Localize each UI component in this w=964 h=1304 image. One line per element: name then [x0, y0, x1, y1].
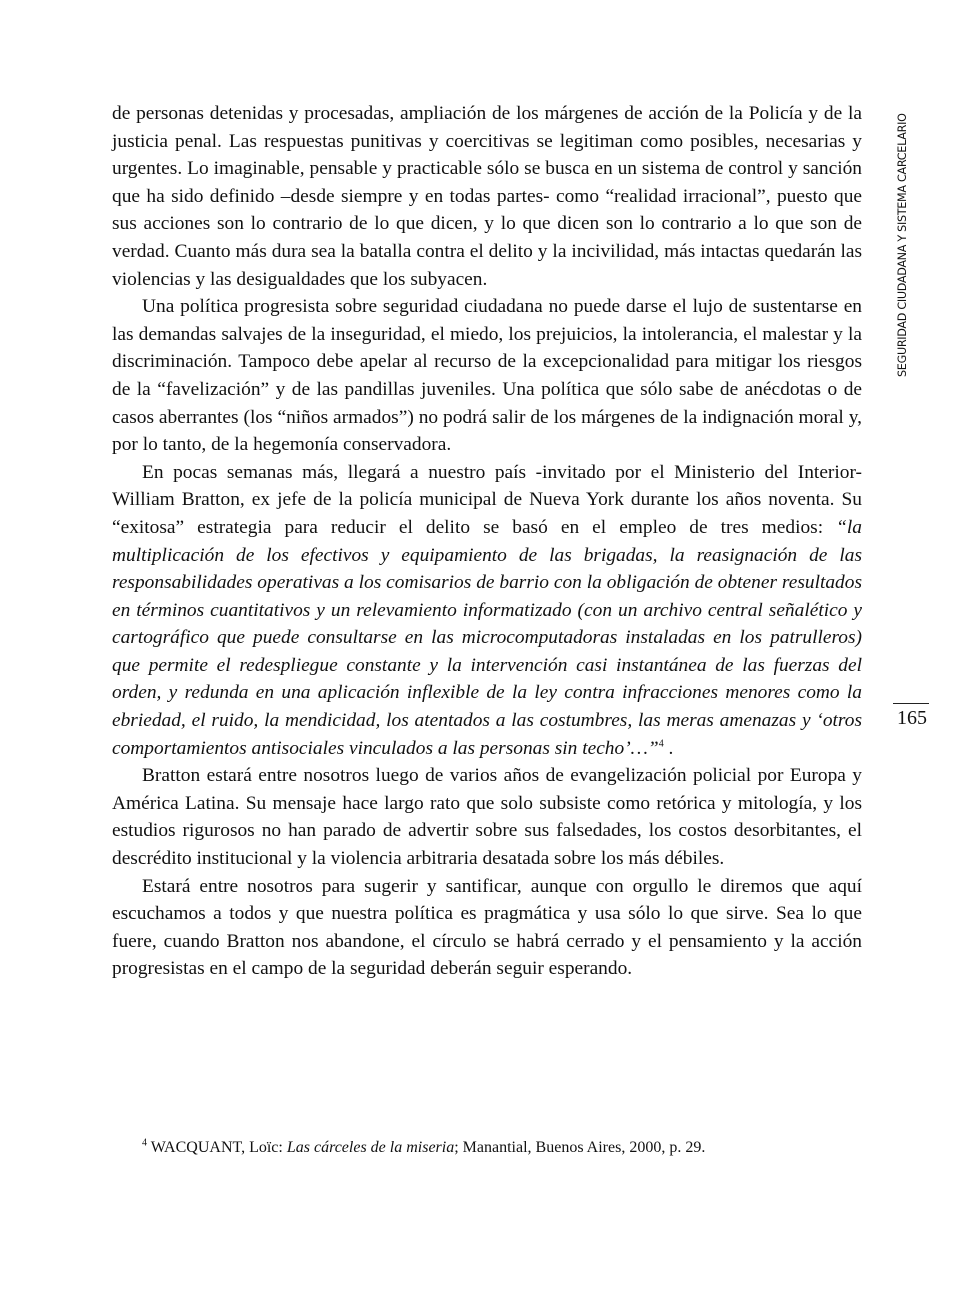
footnote	[142, 1137, 842, 1159]
paragraph-1: de personas detenidas y procesadas, ampliación de los márgenes de acción de la Policía y de la justicia penal. Las respuestas punitivas y coercitivas se legitiman como posibles, necesarias y urgentes. Lo imaginable, pensable y practicable sólo se busca en un sistema de control y sanción que ha sido definido –desde siempre y en todas partes- como “realidad irracional”, puesto que sus acciones son lo contrario de lo que dicen, y lo que dicen son lo contrario a lo que son de verdad. Cuanto más dura sea la batalla contra el delito y la incivilidad, más intactas quedarán las violencias y las desigualdades que los subyacen.	[112, 103, 862, 290]
paragraph-3	[112, 459, 862, 763]
footnote-title: Las cárceles de la miseria	[286, 1139, 455, 1156]
page-number: 165	[897, 707, 927, 729]
body-text	[112, 100, 862, 983]
paragraph-3-intro: En pocas semanas más, llegará a nuestro país -invitado por el Ministerio del Interior- William Bratton, ex jefe de la policía municipal de Nueva York durante los años noventa. Su “exitosa” estrategia para reducir el delito se basó en el empleo de tres medios:	[112, 461, 862, 538]
bratton-strategy-quote: “la multiplicación de los efectivos y equipamiento de las brigadas, la reasignación de las responsabilidades operativas a los comisarios de barrio con la obligación de obtener resultados en términos cuantitativos y un relevamiento informatizado (con un archivo central señalético y cartográfico que puede consultarse en las microcomputadoras instaladas en los patrulleros) que permite el redespliegue constante y la intervención casi instantánea de las fuerzas del orden, y redunda en una aplicación inflexible de la ley contra infracciones menores como la ebriedad, el ruido, la mendicidad, los atentados a las costumbres, las meras amenazas y ‘otros comportamientos antisociales vinculados a las personas sin techo’…”	[112, 516, 862, 759]
footnote-author: WACQUANT, Loïc:	[150, 1139, 283, 1156]
paragraph-2: Una política progresista sobre seguridad ciudadana no puede darse el lujo de sustentarse en las demandas salvajes de la inseguridad, el miedo, los prejuicios, la intolerancia, el malestar y la discriminación. Tampoco debe apelar al recurso de la excepcionalidad para mitigar los riesgos de la “favelización” y de las pandillas juveniles. Una política que sólo sabe de anécdotas o de casos aberrantes (los “niños armados”) no podrá salir de los márgenes de la indignación moral y, por lo tanto, de la hegemonía conservadora.	[112, 296, 862, 456]
paragraph-4: Bratton estará entre nosotros luego de varios años de evangelización policial por Europa y América Latina. Su mensaje hace largo rato que solo subsiste como retórica y mitología, y los estudios rigurosos no han parado de advertir sobre sus falsedades, los costos desorbitantes, el descrédito institucional y la violencia arbitraria desatada sobre los más débiles.	[112, 765, 862, 870]
paragraph-3-end: .	[663, 737, 674, 759]
footnote-publication: ; Manantial, Buenos Aires, 2000, p. 29.	[454, 1139, 706, 1156]
page-number-rule	[893, 703, 929, 704]
paragraph-5: Estará entre nosotros para sugerir y santificar, aunque con orgullo le diremos que aquí escuchamos a todos y que nuestra política es pragmática y usa sólo lo que sirve. Sea lo que fuere, cuando Bratton nos abandone, el círculo se habrá cerrado y el pensamiento y la acción progresistas en el campo de la seguridad deberán seguir esperando.	[112, 875, 862, 980]
footnote-number: 4	[142, 1137, 147, 1149]
running-head: SEGURIDAD CIUDADANA Y SISTEMA CARCELARIO	[896, 113, 909, 377]
footnote-reference[interactable]: 4	[658, 738, 664, 750]
